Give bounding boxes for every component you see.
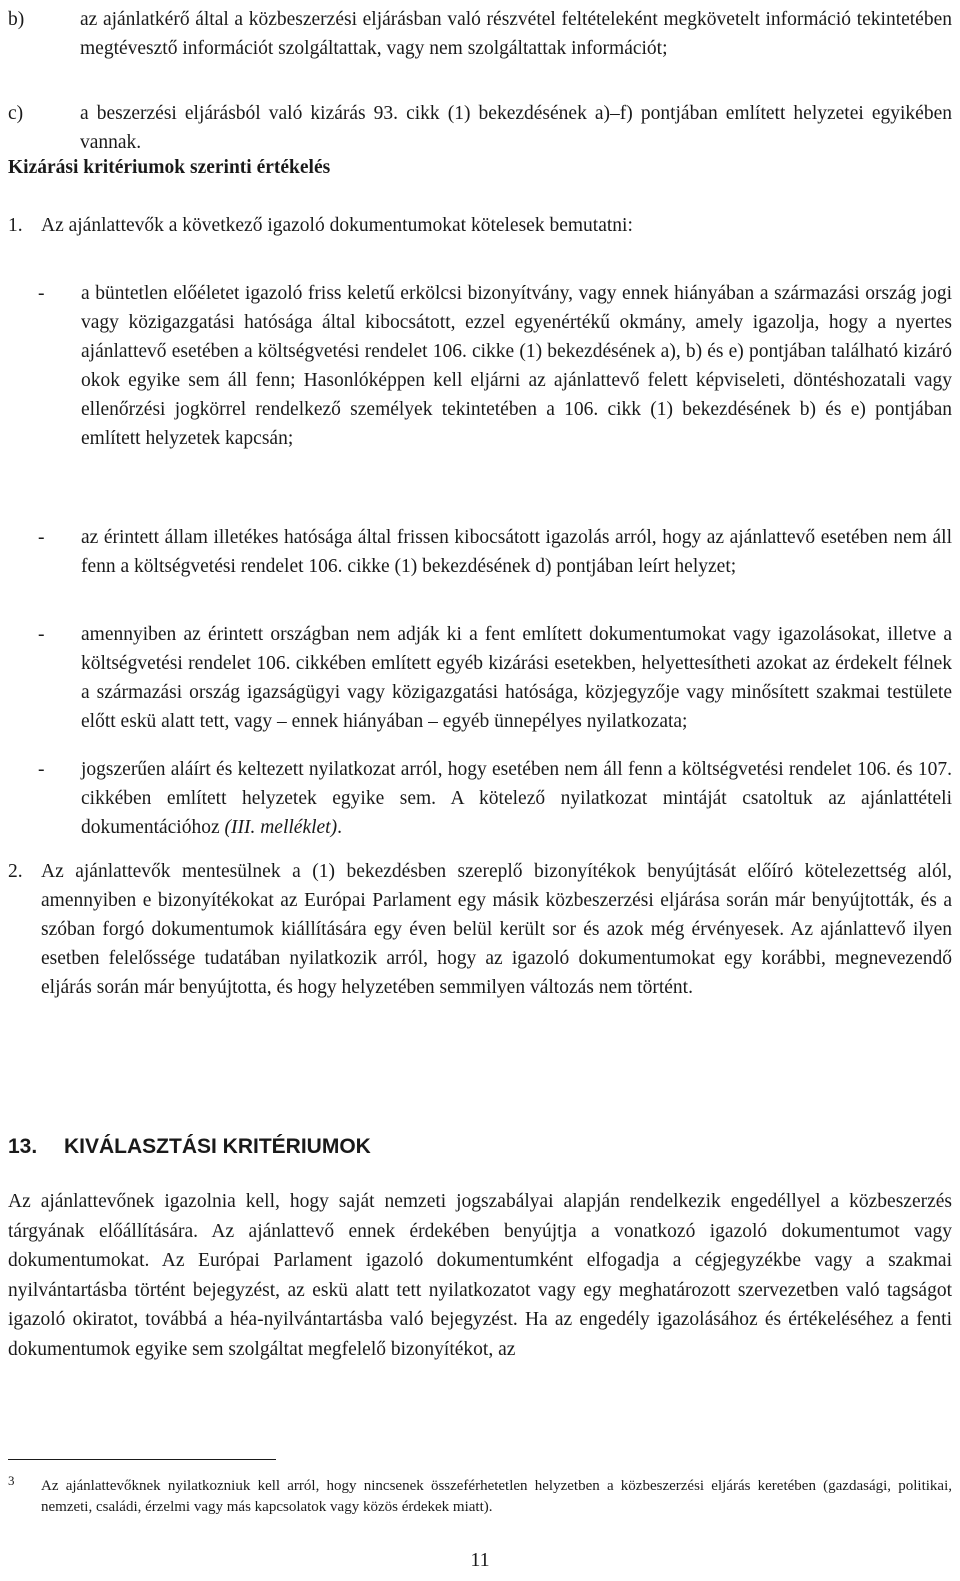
list-label: c) <box>8 103 24 124</box>
dash-item-4 <box>8 755 952 842</box>
footnote-mark: 3 <box>8 1473 15 1488</box>
list-item-c <box>8 100 952 157</box>
dash-text: amennyiben az érintett országban nem adják ki a fent említett dokumentumokat vagy igazolásokat, illetve a költségvetési rendelet 106. cikkében említett egyéb kizárási esetekben, helyettesítheti azokat az érdekelt félnek a származási ország igazságügyi vagy közigazgatási hatósága, közjegyzője vagy minősített szakmai testülete előtt eskü alatt tett, vagy – ennek hiányában – egyéb ünnepélyes nyilatkozata; <box>81 624 952 732</box>
dash-text: jogszerűen aláírt és keltezett nyilatkozat arról, hogy esetében nem áll fenn a költségvetési rendelet 106. és 107. cikkében említett helyzetek egyike sem. A kötelező nyilatkozat mintáját csatoltuk az ajánlattételi dokumentációhoz (III. melléklet). <box>81 759 952 838</box>
section-heading <box>8 1133 371 1161</box>
paragraph-text: Az ajánlattevők mentesülnek a (1) bekezdésben szereplő bizonyítékok benyújtását előíró kötelezettség alól, amennyiben e bizonyítékokat az Európai Parlament egy másik közbeszerzési eljárása során már benyújtották, és a szóban forgó dokumentumok kiállítására egy éven belül került sor és azok még érvényesek. Az ajánlattevő ilyen esetben felelőssége tudatában nyilatkozik arról, hogy az igazoló dokumentumokat egy korábbi, megnevezendő eljárás során már benyújtotta, és hogy helyzetében semmilyen változás nem történt. <box>41 861 952 998</box>
footnote-separator <box>8 1459 276 1460</box>
dash-item-1 <box>8 279 952 453</box>
dash-marker: - <box>38 283 45 304</box>
dash-marker: - <box>38 759 45 780</box>
page-number: 11 <box>470 1549 490 1571</box>
paragraph-number: 1. <box>8 215 23 236</box>
numbered-paragraph-1 <box>8 211 952 240</box>
numbered-paragraph-2 <box>8 857 952 1002</box>
dash-marker: - <box>38 527 45 548</box>
section-title: KIVÁLASZTÁSI KRITÉRIUMOK <box>64 1135 371 1158</box>
dash-marker: - <box>38 624 45 645</box>
dash-text: a büntetlen előéletet igazoló friss keletű erkölcsi bizonyítvány, vagy ennek hiányában a származási ország jogi vagy közigazgatási hatósága által kibocsátott, ezzel egyenértékű okmány, amely igazolja, hogy a nyertes ajánlattevő esetében a költségvetési rendelet 106. cikke (1) bekezdésének a), b) és e) pontjában található kizáró okok egyike sem áll fenn; Hasonlóképpen kell eljárni az ajánlattevő felett képviseleti, döntéshozatali vagy ellenőrzési jogkörrel rendelkező személyek tekintetében a 106. cikk (1) bekezdésének b) és e) pontjában említett helyzetek kapcsán; <box>81 283 952 449</box>
annex-reference: (III. melléklet) <box>224 817 338 838</box>
list-label: b) <box>8 9 25 30</box>
subheading: Kizárási kritériumok szerinti értékelés <box>8 157 331 178</box>
list-item-b <box>8 6 952 63</box>
footnote-text: Az ajánlattevőknek nyilatkozniuk kell arról, hogy nincsenek összeférhetetlen helyzetben a közbeszerzési eljárás keretében (gazdasági, politikai, nemzeti, családi, érzelmi vagy más kapcsolatok vagy közös érdekek miatt). <box>41 1478 952 1515</box>
dash-text: az érintett állam illetékes hatósága által frissen kibocsátott igazolás arról, hogy az ajánlattevő esetében nem áll fenn a költségvetési rendelet 106. cikke (1) bekezdésének d) pontjában leírt helyzet; <box>81 527 952 577</box>
list-text: az ajánlatkérő által a közbeszerzési eljárásban való részvétel feltételeként megkövetelt információ tekintetében megtévesztő információt szolgáltattak, vagy nem szolgáltattak információt; <box>80 9 952 59</box>
section-body: Az ajánlattevőnek igazolnia kell, hogy saját nemzeti jogszabályai alapján rendelkezik engedéllyel a közbeszerzés tárgyának előállítására. Az ajánlattevő ennek érdekében benyújtja a vonatkozó igazoló dokumentumot vagy dokumentumokat. Az Európai Parlament igazoló dokumentumként elfogadja a cégjegyzékbe vagy a szakmai nyilvántartásba történt bejegyzést, az eskü alatt tett nyilatkozatot vagy egy meghatározott szervezetben való tagságot igazoló okiratot, továbbá a héa-nyilvántartásba való bejegyzést. Ha az engedély igazolásához és értékeléséhez a fenti dokumentumok egyike sem szolgáltat megfelelő bizonyítékot, az <box>8 1191 952 1360</box>
section-number: 13. <box>8 1135 38 1158</box>
list-text: a beszerzési eljárásból való kizárás 93. cikk (1) bekezdésének a)–f) pontjában említett helyzetei egyikében vannak. <box>80 103 952 153</box>
paragraph-text: Az ajánlattevők a következő igazoló dokumentumokat kötelesek bemutatni: <box>41 215 633 236</box>
dash-item-2 <box>8 523 952 581</box>
dash-item-3 <box>8 620 952 736</box>
footnote <box>8 1473 952 1518</box>
paragraph-number: 2. <box>8 861 23 882</box>
